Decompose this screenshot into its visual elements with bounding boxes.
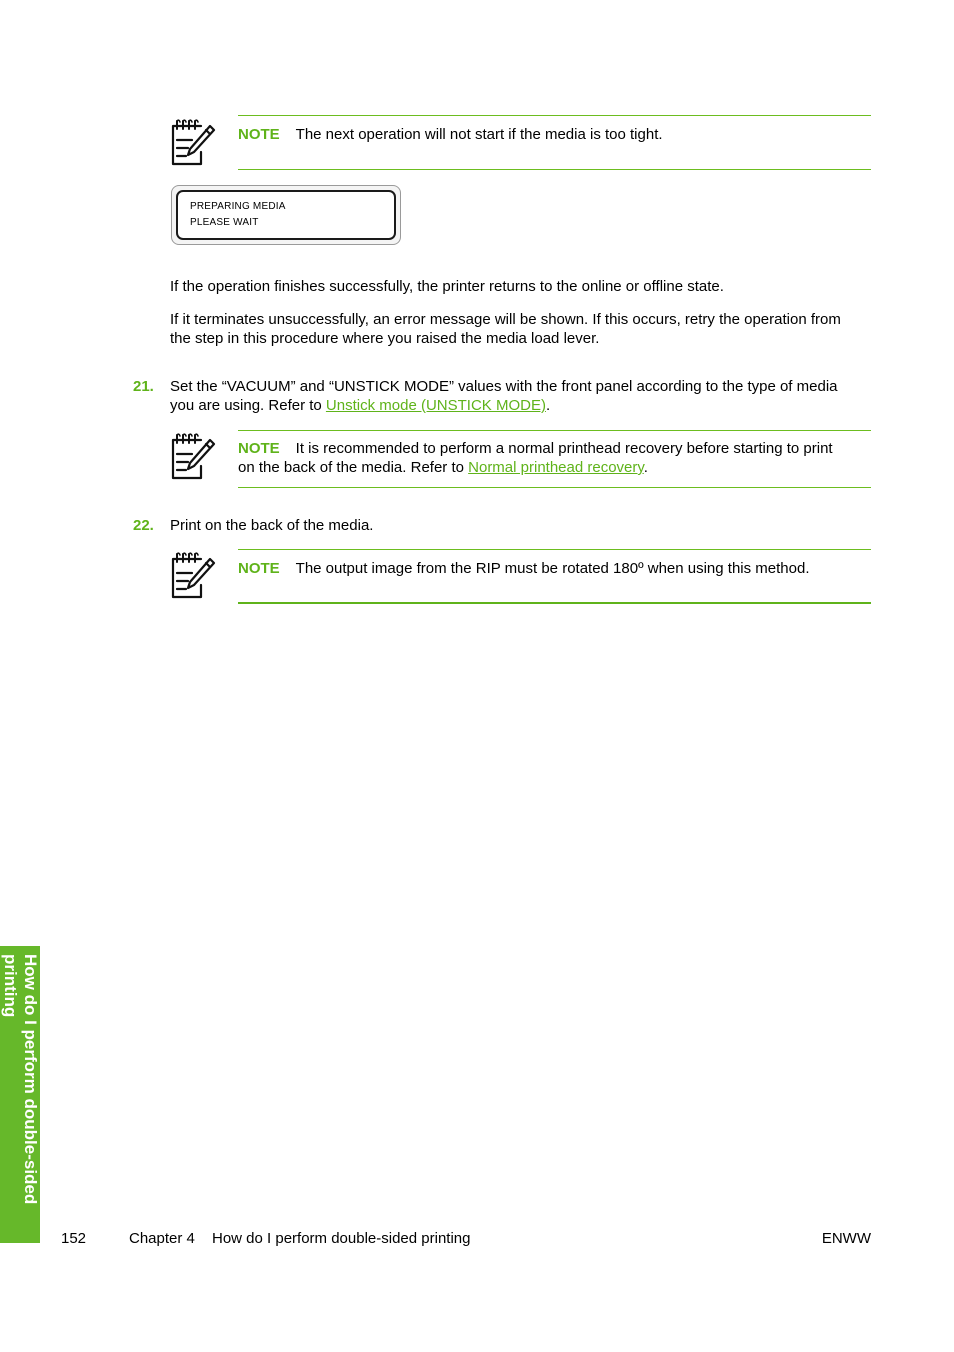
note-bottom-rule [238,169,871,170]
footer-locale: ENWW [821,1230,871,1247]
note-bottom-rule [238,602,871,604]
front-panel-line-1: PREPARING MEDIA [190,201,286,212]
note-text: The output image from the RIP must be rotated 180º when using this method. [295,560,810,577]
front-panel-line-2: PLEASE WAIT [190,217,259,228]
paragraph-line-1: If it terminates unsuccessfully, an error message will be shown. If this occurs, retry the operation from [170,311,841,328]
front-panel-screen [176,190,396,240]
side-tab-text: How do I perform double-sided printing [1,954,40,1205]
front-panel-display [171,185,401,245]
unstick-mode-link[interactable]: Unstick mode (UNSTICK MODE) [325,397,546,414]
note-text: on the back of the media. Refer to [238,459,469,476]
note-icon [168,118,216,168]
note-icon [168,551,216,601]
step-text: Print on the back of the media. [170,517,374,534]
note-1 [238,126,663,144]
step-number: 21. [133,378,154,395]
note-label: NOTE [238,560,280,577]
step-text-end: . [545,397,551,414]
step-text-line-2 [170,397,550,415]
note-text-end: . [643,459,648,476]
note-label: NOTE [238,440,280,457]
paragraph: If the operation finishes successfully, the printer returns to the online or offline state. [170,278,724,295]
note-label: NOTE [238,126,280,143]
note-icon [168,432,216,482]
note-2-line-2 [238,459,648,477]
note-3 [238,560,810,578]
normal-printhead-recovery-link[interactable]: Normal printhead recovery [468,459,644,476]
chapter-side-tab [0,946,40,1243]
note-bottom-rule [238,487,871,488]
note-top-rule [238,430,871,431]
footer-chapter-title: How do I perform double-sided printing [212,1230,471,1247]
step-text: you are using. Refer to [170,397,326,414]
note-top-rule [238,549,871,550]
note-2-line-1 [238,440,833,458]
step-number: 22. [133,517,154,534]
note-text: The next operation will not start if the media is too tight. [295,126,663,143]
note-text: It is recommended to perform a normal printhead recovery before starting to print [295,440,833,457]
footer-chapter: Chapter 4 [129,1230,195,1247]
note-top-rule [238,115,871,116]
paragraph-line-2: the step in this procedure where you raised the media load lever. [170,330,600,347]
page-number: 152 [61,1230,87,1247]
step-text-line-1: Set the “VACUUM” and “UNSTICK MODE” values with the front panel according to the type of media [170,378,838,395]
